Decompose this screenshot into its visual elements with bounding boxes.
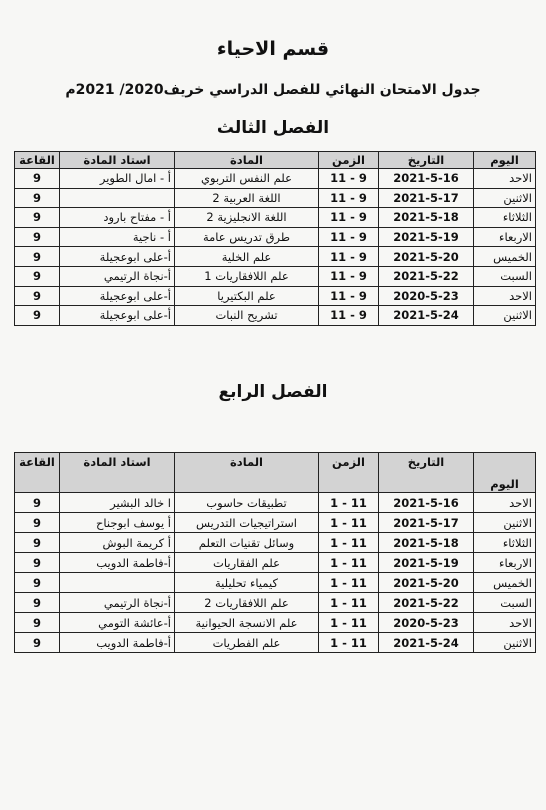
row-room: 9: [15, 553, 60, 573]
row-time: 11 - 1: [319, 553, 379, 573]
row-teacher: أ يوسف ابوجناح: [60, 513, 175, 533]
row-date: 2021-5-16: [379, 493, 474, 513]
row-date: 2020-5-23: [379, 613, 474, 633]
row-subject: اللغة العربية 2: [175, 188, 319, 208]
table-row: [15, 613, 536, 633]
row-day: الاربعاء: [474, 227, 536, 247]
header-day: اليوم: [474, 453, 536, 493]
table-row: [15, 633, 536, 653]
table-row: [15, 247, 536, 267]
row-teacher: [60, 188, 175, 208]
table-row: [15, 573, 536, 593]
row-subject: علم البكتيريا: [175, 286, 319, 306]
row-subject: علم الخلية: [175, 247, 319, 267]
table-row: [15, 286, 536, 306]
row-time: 11 - 1: [319, 593, 379, 613]
row-room: 9: [15, 493, 60, 513]
row-date: 2021-5-16: [379, 169, 474, 189]
row-date: 2021-5-17: [379, 513, 474, 533]
row-teacher: أ-على ابوعجيلة: [60, 247, 175, 267]
row-room: 9: [15, 306, 60, 326]
table-row: [15, 553, 536, 573]
row-day: الثلاثاء: [474, 533, 536, 553]
row-teacher: أ-على ابوعجيلة: [60, 286, 175, 306]
row-day: الخميس: [474, 247, 536, 267]
row-teacher: أ-فاطمة الدويب: [60, 633, 175, 653]
row-day: الثلاثاء: [474, 208, 536, 228]
row-teacher: أ - امال الطوير: [60, 169, 175, 189]
header-date: التاريخ: [379, 453, 474, 493]
row-subject: علم اللافقاريات 1: [175, 266, 319, 286]
row-date: 2021-5-24: [379, 633, 474, 653]
header-time: الزمن: [319, 152, 379, 169]
row-day: الاثنين: [474, 633, 536, 653]
row-room: 9: [15, 573, 60, 593]
semester4-rows: [15, 493, 536, 653]
table-row: [15, 533, 536, 553]
header-room: القاعة: [15, 152, 60, 169]
header-day: اليوم: [474, 152, 536, 169]
row-time: 9 - 11: [319, 286, 379, 306]
row-time: 11 - 1: [319, 493, 379, 513]
row-time: 9 - 11: [319, 306, 379, 326]
row-room: 9: [15, 227, 60, 247]
table-header-row: [15, 453, 536, 493]
department-title: قسم الاحياء: [216, 38, 330, 60]
row-time: 11 - 1: [319, 613, 379, 633]
row-time: 9 - 11: [319, 208, 379, 228]
table-row: [15, 227, 536, 247]
header-time: الزمن: [319, 453, 379, 493]
row-teacher: أ-فاطمة الدويب: [60, 553, 175, 573]
table-row: [15, 208, 536, 228]
row-day: الاحد: [474, 169, 536, 189]
header-subject: المادة: [175, 453, 319, 493]
row-time: 9 - 11: [319, 247, 379, 267]
row-subject: تشريح النبات: [175, 306, 319, 326]
row-subject: علم النفس التربوي: [175, 169, 319, 189]
row-day: الاربعاء: [474, 553, 536, 573]
row-room: 9: [15, 593, 60, 613]
row-day: الاحد: [474, 613, 536, 633]
row-room: 9: [15, 613, 60, 633]
row-date: 2021-5-22: [379, 593, 474, 613]
row-teacher: ا خالد البشير: [60, 493, 175, 513]
header-teacher: استاد المادة: [60, 453, 175, 493]
row-room: 9: [15, 247, 60, 267]
row-subject: اللغة الانجليزية 2: [175, 208, 319, 228]
row-room: 9: [15, 169, 60, 189]
semester4-title: الفصل الرابع: [218, 382, 328, 402]
row-teacher: أ - مفتاح بارود: [60, 208, 175, 228]
header-teacher: استاد المادة: [60, 152, 175, 169]
row-day: الخميس: [474, 573, 536, 593]
row-subject: علم الفقاريات: [175, 553, 319, 573]
row-time: 11 - 1: [319, 633, 379, 653]
row-subject: كيمياء تحليلية: [175, 573, 319, 593]
row-date: 2021-5-18: [379, 208, 474, 228]
row-time: 9 - 11: [319, 188, 379, 208]
row-room: 9: [15, 188, 60, 208]
row-time: 9 - 11: [319, 169, 379, 189]
semester4-table: [14, 452, 536, 653]
table-row: [15, 266, 536, 286]
table-row: [15, 306, 536, 326]
header-subject: المادة: [175, 152, 319, 169]
semester3-table: [14, 151, 536, 326]
table-header-row: [15, 152, 536, 169]
row-date: 2020-5-23: [379, 286, 474, 306]
row-room: 9: [15, 266, 60, 286]
row-time: 11 - 1: [319, 513, 379, 533]
header-date: التاريخ: [379, 152, 474, 169]
row-date: 2021-5-19: [379, 227, 474, 247]
row-room: 9: [15, 208, 60, 228]
row-teacher: أ-على ابوعجيلة: [60, 306, 175, 326]
row-room: 9: [15, 633, 60, 653]
row-date: 2021-5-22: [379, 266, 474, 286]
header-room: القاعة: [15, 453, 60, 493]
semester3-rows: [15, 169, 536, 326]
row-subject: علم اللافقاريات 2: [175, 593, 319, 613]
row-day: الاثنين: [474, 513, 536, 533]
row-date: 2021-5-20: [379, 247, 474, 267]
table-row: [15, 513, 536, 533]
row-room: 9: [15, 513, 60, 533]
row-subject: تطبيقات حاسوب: [175, 493, 319, 513]
row-date: 2021-5-20: [379, 573, 474, 593]
row-room: 9: [15, 533, 60, 553]
table-row: [15, 169, 536, 189]
row-subject: طرق تدريس عامة: [175, 227, 319, 247]
row-teacher: [60, 573, 175, 593]
row-teacher: أ-نجاة الرتيمي: [60, 593, 175, 613]
row-subject: علم الانسجة الحيوانية: [175, 613, 319, 633]
table-row: [15, 593, 536, 613]
row-teacher: أ-عائشة التومي: [60, 613, 175, 633]
row-date: 2021-5-24: [379, 306, 474, 326]
row-room: 9: [15, 286, 60, 306]
row-teacher: أ كريمة البوش: [60, 533, 175, 553]
row-teacher: أ-نجاة الرتيمي: [60, 266, 175, 286]
table-row: [15, 493, 536, 513]
row-day: الاثنين: [474, 306, 536, 326]
row-subject: وسائل تقنيات التعلم: [175, 533, 319, 553]
row-teacher: أ - ناجية: [60, 227, 175, 247]
row-day: الاحد: [474, 493, 536, 513]
row-date: 2021-5-18: [379, 533, 474, 553]
row-subject: استراتيجيات التدريس: [175, 513, 319, 533]
row-time: 9 - 11: [319, 227, 379, 247]
schedule-title: جدول الامتحان النهائي للفصل الدراسي خريف2020/ 2021م: [65, 82, 481, 98]
semester3-title: الفصل الثالث: [216, 118, 330, 138]
row-time: 11 - 1: [319, 533, 379, 553]
row-day: السبت: [474, 266, 536, 286]
table-row: [15, 188, 536, 208]
row-time: 11 - 1: [319, 573, 379, 593]
row-day: السبت: [474, 593, 536, 613]
row-day: الاثنين: [474, 188, 536, 208]
row-day: الاحد: [474, 286, 536, 306]
row-date: 2021-5-17: [379, 188, 474, 208]
row-time: 9 - 11: [319, 266, 379, 286]
row-date: 2021-5-19: [379, 553, 474, 573]
row-subject: علم الفطريات: [175, 633, 319, 653]
